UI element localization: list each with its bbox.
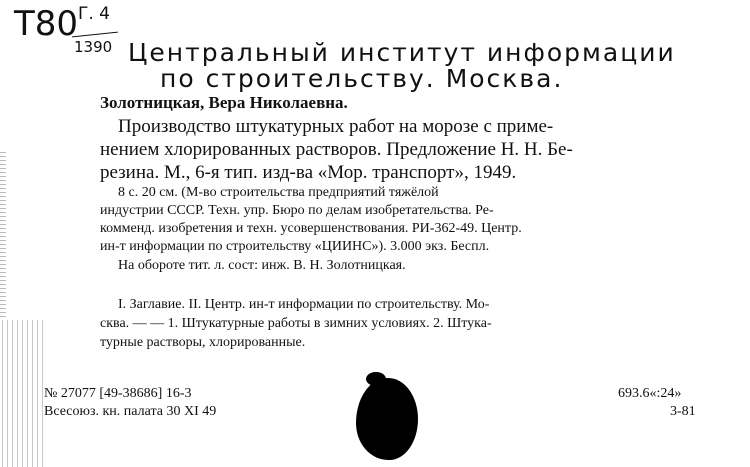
author-heading: Золотницкая, Вера Николаевна. [100,93,348,112]
notes-line-4: ин-т информации по строительству «ЦИИНС»). 3.000 экз. Беспл. [100,239,490,254]
verso-note: На обороте тит. л. сост: инж. В. Н. Золотницкая. [118,258,406,273]
tracings-line-2: сква. — — 1. Штукатурные работы в зимних условиях. 2. Штука- [100,316,492,331]
call-number-sup: Г. 4 [78,4,110,24]
scan-noise-left-lower [0,320,46,467]
tracings-line-3: турные растворы, хлорированные. [100,335,306,350]
handwritten-line-2: по строительству. Москва. [160,64,564,93]
call-number-main: T80 [14,4,79,44]
notes-line-2: индустрии СССР. Техн. упр. Бюро по делам изобретательства. Ре- [100,203,494,218]
tracings-line-1: I. Заглавие. II. Центр. ин-т информации по строительству. Мо- [118,297,490,312]
footer-card-number: 3-81 [670,404,696,419]
title-line-3: резина. М., 6-я тип. изд-ва «Мор. транспорт», 1949. [100,162,517,183]
notes-line-1: 8 с. 20 см. (М-во строительства предприятий тяжёлой [118,185,439,200]
call-number-fraction-line [72,32,118,38]
title-line-2: нением хлорированных растворов. Предложение Н. Н. Бе- [100,139,573,160]
ink-blot [356,378,418,460]
notes-line-3: комменд. изобретения и техн. усовершенствования. РИ-362-49. Центр. [100,221,522,236]
call-number-sub: 1390 [74,38,113,56]
ink-blot-drop [366,372,386,386]
footer-chamber-date: Всесоюз. кн. палата 30 XI 49 [44,404,217,419]
footer-udc-class: 693.6«:24» [618,386,682,401]
footer-registration-number: № 27077 [49-38686] 16-3 [44,386,192,401]
title-line-1: Производство штукатурных работ на морозе с приме- [118,116,554,137]
scan-noise-left-upper [0,150,6,320]
handwritten-line-1: Центральный институт информации [128,38,676,67]
